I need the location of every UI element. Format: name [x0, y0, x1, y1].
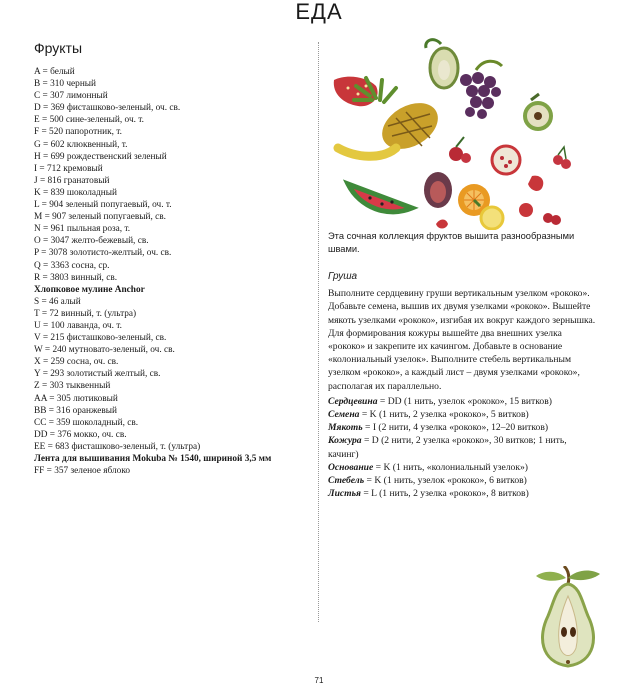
stitch-spec-text: = L (1 нить, 2 узелка «рококо», 8 витков): [360, 488, 529, 500]
pomegranate-embroidery: [492, 146, 520, 174]
list-item: J = 816 гранатовый: [34, 175, 110, 186]
banana-embroidery: [338, 148, 396, 156]
list-item: E = 500 сине-зеленый, оч. т.: [34, 115, 144, 126]
description-column: [328, 230, 596, 500]
list-item: F = 520 папоротник, т.: [34, 127, 122, 138]
list-item: FF = 357 зеленое яблоко: [34, 466, 131, 477]
stitch-spec-text: = K (1 нить, «колониальный узелок»): [373, 461, 529, 473]
illustration-caption: Эта сочная коллекция фруктов вышита разнообразными швами.: [328, 231, 575, 254]
watermelon-embroidery: [348, 184, 412, 212]
list-item: T = 72 винный, т. (ультра): [34, 308, 137, 319]
list-item: Q = 3363 сосна, ср.: [34, 260, 110, 271]
instructions-text: Выполните сердцевину груши вертикальным узелком «рококо». Добавьте семена, вышив их двумя узелками «рококо». Вышейте мякоть узелками «рококо», изгибая их вокруг каждого зернышка. Для формирования кожуры вышейте два внешних узелка «рококо» и закрепите их качингом. Добавьте в основание «колониальный узелок». Выполните стебель вертикальным узелком «рококо», а каждый лист – двумя узелками «рококо», располагая их параллельно.: [328, 288, 596, 392]
stitch-spec-text: = K (1 нить, 2 узелка «рококо», 5 витков): [359, 409, 529, 421]
pear-illustration: [528, 566, 608, 674]
stitch-spec-text: = DD (1 нить, узелок «рококо», 15 витков): [377, 395, 552, 407]
list-item: S = 46 алый: [34, 296, 81, 307]
list-item: BB = 316 оранжевый: [34, 405, 118, 416]
stitch-spec-label: Семена: [328, 409, 360, 421]
list-item: M = 907 зеленый попугаевый, св.: [34, 212, 166, 223]
stitch-spec: [328, 421, 596, 434]
stitch-spec-text: = K (1 нить, узелок «рококо», 6 витков): [364, 475, 527, 487]
list-item: Y = 293 золотистый желтый, св.: [34, 369, 161, 380]
stitch-spec-text: = I (2 нити, 4 узелка «рококо», 12–20 витков): [362, 422, 549, 434]
list-item: R = 3803 винный, св.: [34, 272, 118, 283]
stitch-spec-label: Кожура: [328, 435, 362, 447]
stitch-spec: [328, 461, 596, 474]
list-item: H = 699 рождественский зеленый: [34, 151, 167, 162]
list-item: X = 259 сосна, оч. св.: [34, 357, 119, 368]
stitch-spec-label: Листья: [328, 488, 361, 500]
list-item: W = 240 мутновато-зеленый, оч. св.: [34, 345, 175, 356]
list-item: L = 904 зеленый попугаевый, оч. т.: [34, 200, 172, 211]
list-item: O = 3047 желто-бежевый, св.: [34, 236, 149, 247]
section-title: Фрукты: [34, 40, 83, 56]
stitch-spec-label: Стебель: [328, 475, 365, 487]
list-item: N = 961 пыльная роза, т.: [34, 224, 131, 235]
subsection-title: Груша: [328, 271, 358, 282]
list-item: Z = 303 тыквенный: [34, 381, 111, 392]
list-item: U = 100 лаванда, оч. т.: [34, 320, 122, 331]
grapes-embroidery: [460, 72, 501, 119]
cherries-embroidery: [449, 137, 471, 163]
stitch-spec-text: = D (2 нити, 2 узелка «рококо», 30 витков; 1 нить, качинг): [328, 435, 567, 460]
thread-key-list: [34, 66, 314, 477]
apple-embroidery: [525, 94, 551, 129]
list-item: D = 369 фисташково-зеленый, оч. св.: [34, 103, 181, 114]
list-item: C = 307 лимонный: [34, 91, 108, 102]
list-item: V = 215 фисташково-зеленый, св.: [34, 333, 167, 344]
stitch-spec-list: [328, 395, 596, 501]
stitch-spec-label: Сердцевина: [328, 395, 378, 407]
fruit-embroidery-illustration: [326, 34, 596, 230]
stitch-spec: [328, 474, 596, 487]
page-title: ЕДА: [295, 0, 343, 24]
list-item: DD = 376 мокко, оч. св.: [34, 429, 127, 440]
thread-key-column: [34, 40, 314, 477]
page-number: 71: [314, 676, 324, 685]
stitch-spec: [328, 487, 596, 500]
list-item: CC = 359 шоколадный, св.: [34, 417, 139, 428]
fig-embroidery: [424, 172, 452, 208]
column-divider: [318, 42, 319, 622]
stitch-spec: [328, 395, 596, 408]
stitch-spec-label: Основание: [328, 461, 374, 473]
list-heading: Лента для вышивания Mokuba № 1540, шириной 3,5 мм: [34, 454, 272, 464]
list-heading: Хлопковое мулине Anchor: [34, 284, 145, 295]
list-item: K = 839 шоколадный: [34, 187, 117, 198]
list-item: EE = 683 фисташково-зеленый, т. (ультра): [34, 441, 201, 452]
list-item: A = белый: [34, 67, 75, 77]
stitch-spec-label: Мякоть: [328, 422, 363, 434]
list-item: P = 3078 золотисто-желтый, оч. св.: [34, 248, 172, 259]
stitch-spec: [328, 408, 596, 421]
stitch-spec: [328, 434, 596, 460]
pear-embroidery: [426, 40, 458, 88]
list-item: AA = 305 лютиковый: [34, 393, 118, 404]
list-item: I = 712 кремовый: [34, 163, 103, 174]
list-item: G = 602 клюквенный, т.: [34, 139, 128, 150]
list-item: B = 310 черный: [34, 79, 97, 90]
